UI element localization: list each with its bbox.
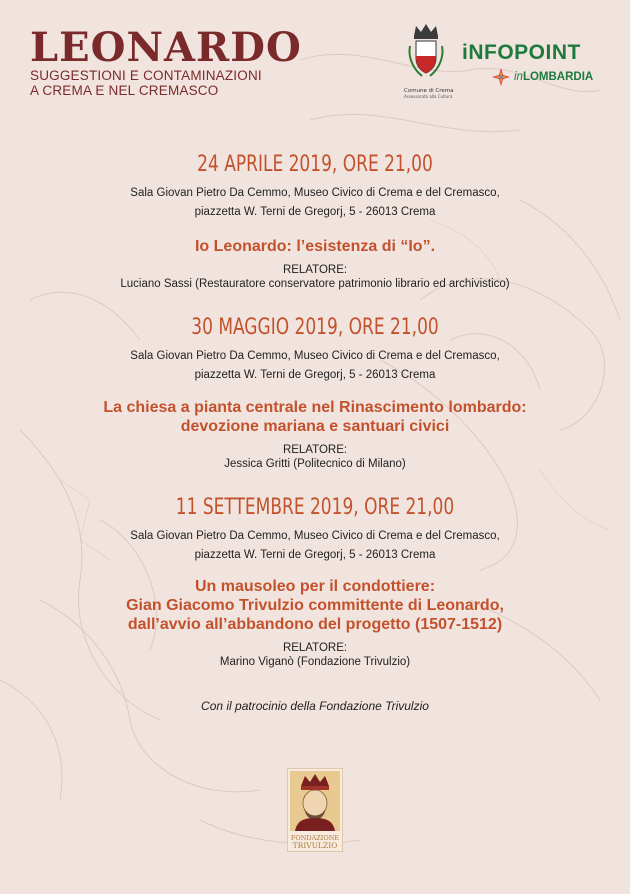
event-2 — [0, 313, 630, 471]
brand-subtitle-line1: SUGGESTIONI E CONTAMINAZIONI — [30, 68, 262, 83]
brand-block — [30, 24, 302, 98]
event-title-line1: Un mausoleo per il condottiere: — [194, 578, 436, 595]
event-date: 24 APRILE 2019, ORE 21,00 — [197, 152, 433, 177]
event-venue-line1: Sala Giovan Pietro Da Cemmo, Museo Civico di Crema e del Cremasco, — [130, 350, 500, 362]
event-date: 30 MAGGIO 2019, ORE 21,00 — [191, 315, 439, 340]
speaker-name: Luciano Sassi (Restauratore conservatore patrimonio librario ed archivistico) — [120, 278, 510, 290]
brand-title: LEONARDO — [30, 24, 302, 71]
patronage-note: Con il patrocinio della Fondazione Trivulzio — [201, 699, 429, 713]
event-venue-line2: piazzetta W. Terni de Gregorj, 5 - 26013 Crema — [194, 206, 436, 218]
event-venue-line2: piazzetta W. Terni de Gregorj, 5 - 26013 Crema — [194, 549, 436, 561]
speaker-label: RELATORE: — [282, 264, 348, 276]
event-date: 11 SETTEMBRE 2019, ORE 21,00 — [175, 495, 455, 520]
foundation-line1: FONDAZIONE — [290, 834, 340, 842]
event-title: Io Leonardo: l’esistenza di “Io”. — [194, 238, 436, 255]
event-venue-line2: piazzetta W. Terni de Gregorj, 5 - 26013 Crema — [194, 369, 436, 381]
infopoint-title: iNFOPOINT — [462, 41, 581, 64]
event-list — [0, 150, 630, 713]
fondazione-trivulzio-logo — [287, 768, 343, 852]
speaker-name: Jessica Gritti (Politecnico di Milano) — [224, 458, 406, 470]
comune-crema-crest — [404, 22, 454, 99]
lombardia-label: LOMBARDIA — [522, 71, 594, 83]
event-venue-line1: Sala Giovan Pietro Da Cemmo, Museo Civico di Crema e del Cremasco, — [130, 530, 500, 542]
foundation-line2: TRIVULZIO — [292, 841, 338, 850]
speaker-label: RELATORE: — [282, 642, 348, 654]
event-1 — [0, 150, 630, 291]
event-title-line3: dall’avvio all’abbandono del progetto (1507-1512) — [127, 616, 503, 633]
event-3 — [0, 493, 630, 669]
brand-subtitle-line2: A CREMA E NEL CREMASCO — [30, 83, 219, 98]
lombardia-star-icon — [492, 68, 510, 86]
crest-icon — [406, 22, 446, 82]
infopoint-logo — [462, 42, 593, 86]
lombardia-in: in — [514, 71, 523, 83]
event-venue-line1: Sala Giovan Pietro Da Cemmo, Museo Civico di Crema e del Cremasco, — [130, 187, 500, 199]
event-title-line1: La chiesa a pianta centrale nel Rinascimento lombardo: — [103, 399, 527, 416]
event-title-line2: devozione mariana e santuari civici — [180, 418, 450, 435]
speaker-name: Marino Viganò (Fondazione Trivulzio) — [219, 656, 411, 668]
crest-caption: Comune di Crema — [404, 88, 454, 94]
crest-caption-secondary: Assessorato alla Cultura — [404, 94, 453, 99]
event-title-line2: Gian Giacomo Trivulzio committente di Leonardo, — [126, 597, 504, 614]
speaker-label: RELATORE: — [282, 444, 348, 456]
in-lombardia-logo — [492, 68, 593, 86]
